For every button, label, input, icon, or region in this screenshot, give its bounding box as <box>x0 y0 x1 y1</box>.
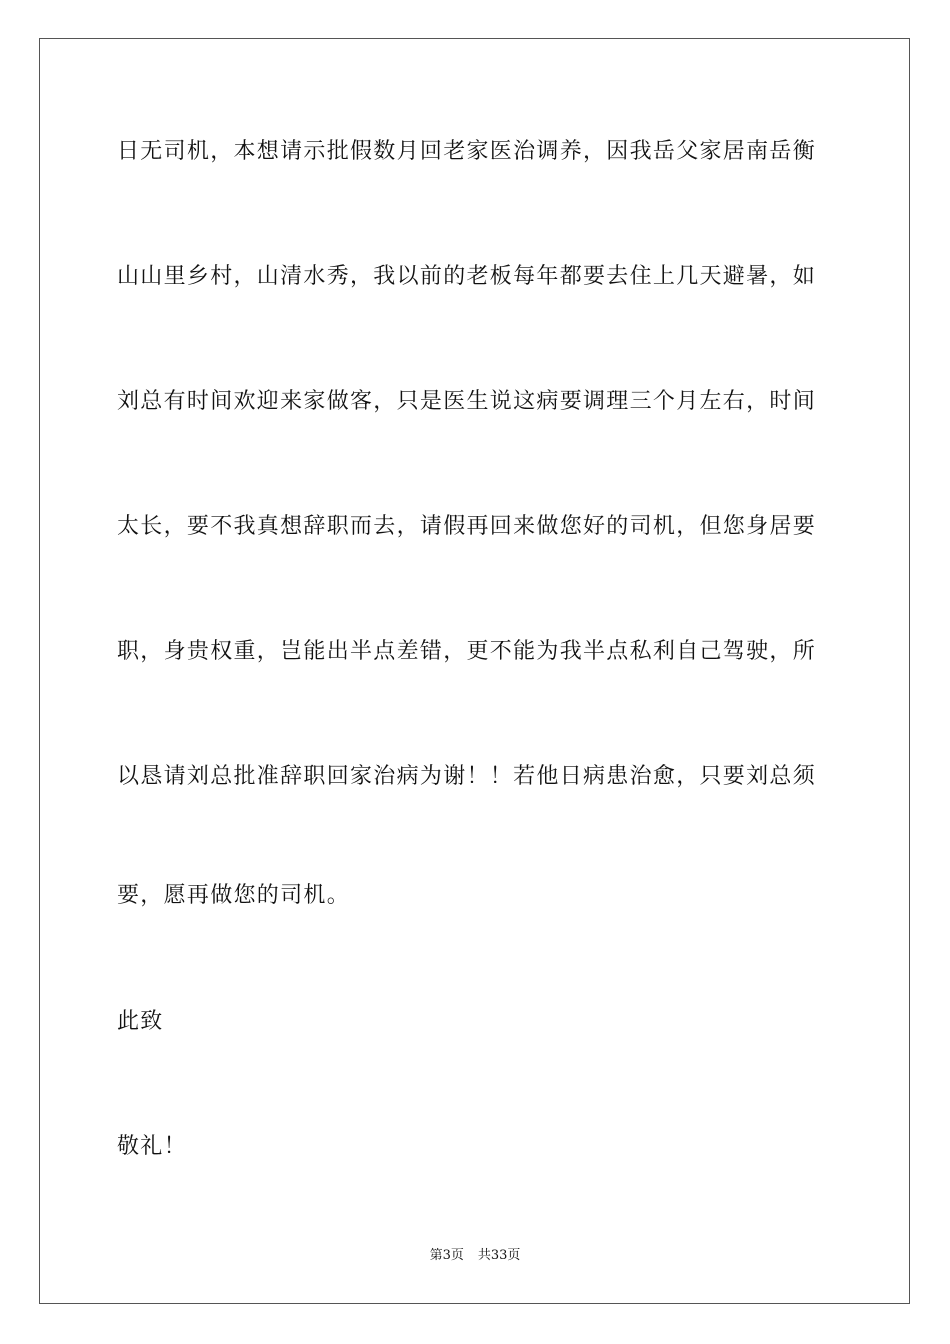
body-line-3: 刘总有时间欢迎来家做客，只是医生说这病要调理三个月左右，时间 <box>117 389 817 414</box>
body-line-6: 以恳请刘总批准辞职回家治病为谢！！若他日病患治愈，只要刘总须 <box>117 764 817 789</box>
page-number-current: 第3页 <box>429 1248 464 1263</box>
page-frame <box>39 38 910 1304</box>
body-line-1: 日无司机，本想请示批假数月回老家医治调养，因我岳父家居南岳衡 <box>117 139 817 164</box>
page-footer <box>0 1247 950 1265</box>
body-line-7: 要，愿再做您的司机。 <box>117 883 351 908</box>
page-number-total: 共33页 <box>477 1248 521 1263</box>
body-line-5: 职，身贵权重，岂能出半点差错，更不能为我半点私利自己驾驶，所 <box>117 639 817 664</box>
body-line-2: 山山里乡村，山清水秀，我以前的老板每年都要去住上几天避暑，如 <box>117 264 817 289</box>
body-line-4: 太长，要不我真想辞职而去，请假再回来做您好的司机，但您身居要 <box>117 514 817 539</box>
closing-regards: 敬礼！ <box>117 1134 187 1159</box>
closing-salutation: 此致 <box>117 1009 164 1034</box>
